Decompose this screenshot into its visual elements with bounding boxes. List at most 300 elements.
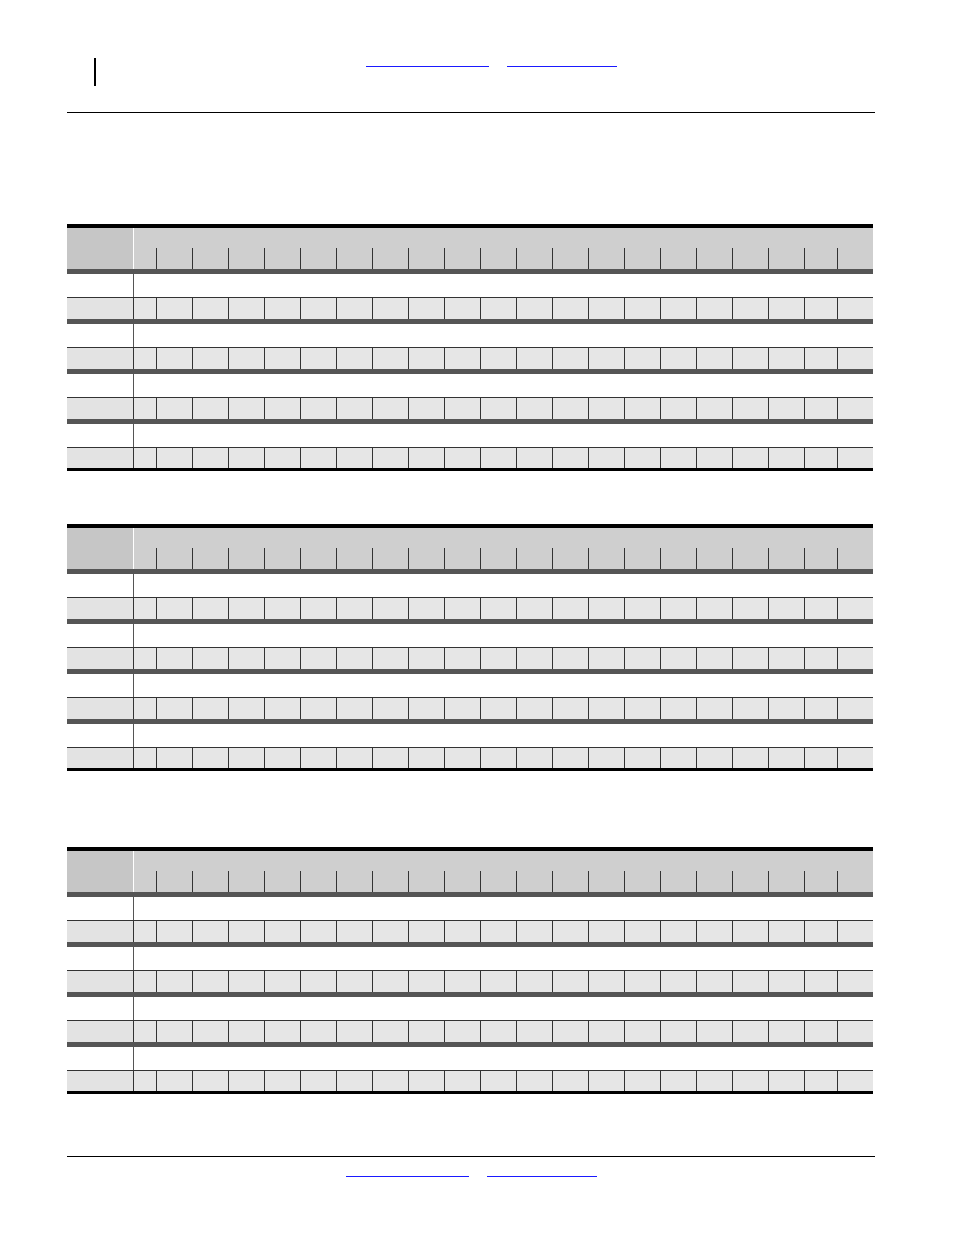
table-3 bbox=[67, 847, 873, 1087]
header-column-tick bbox=[804, 871, 805, 892]
cell-divider bbox=[624, 398, 625, 419]
header-column-tick bbox=[516, 548, 517, 569]
cell-divider bbox=[408, 698, 409, 719]
cell-divider bbox=[480, 1071, 481, 1092]
cell-divider bbox=[552, 298, 553, 319]
header-column-tick bbox=[837, 548, 838, 569]
row-header-cell bbox=[67, 398, 133, 419]
table-header-divider bbox=[133, 228, 134, 269]
header-column-tick bbox=[228, 871, 229, 892]
cell-divider bbox=[408, 748, 409, 769]
table-header-corner bbox=[67, 528, 133, 569]
cell-divider bbox=[228, 1071, 229, 1092]
row-header-cell bbox=[67, 648, 133, 669]
cell-divider bbox=[480, 448, 481, 469]
cell-divider bbox=[372, 698, 373, 719]
cell-divider bbox=[552, 1021, 553, 1042]
header-column-tick bbox=[552, 871, 553, 892]
cell-divider bbox=[228, 921, 229, 942]
cell-divider bbox=[156, 1021, 157, 1042]
cell-divider bbox=[228, 398, 229, 419]
cell-divider bbox=[804, 1021, 805, 1042]
cell-divider bbox=[696, 1021, 697, 1042]
header-column-tick bbox=[372, 548, 373, 569]
cell-divider bbox=[444, 448, 445, 469]
cell-divider bbox=[768, 1021, 769, 1042]
cell-divider bbox=[732, 598, 733, 619]
cell-divider bbox=[696, 298, 697, 319]
header-column-tick bbox=[408, 248, 409, 269]
cell-divider bbox=[660, 648, 661, 669]
header-column-tick bbox=[624, 248, 625, 269]
cell-divider bbox=[732, 298, 733, 319]
cell-divider bbox=[444, 921, 445, 942]
cell-divider bbox=[264, 921, 265, 942]
header-column-tick bbox=[552, 548, 553, 569]
cell-divider bbox=[660, 698, 661, 719]
cell-divider bbox=[192, 1071, 193, 1092]
cell-divider bbox=[133, 1071, 134, 1092]
header-column-tick bbox=[264, 548, 265, 569]
header-column-tick bbox=[408, 871, 409, 892]
cell-divider bbox=[372, 1071, 373, 1092]
cell-divider bbox=[480, 348, 481, 369]
cell-divider bbox=[133, 598, 134, 619]
cell-divider bbox=[444, 398, 445, 419]
row-label-divider bbox=[133, 897, 134, 920]
row-header-cell bbox=[67, 598, 133, 619]
cell-divider bbox=[768, 648, 769, 669]
row-label-divider bbox=[133, 997, 134, 1020]
header-column-tick bbox=[228, 248, 229, 269]
cell-divider bbox=[837, 648, 838, 669]
header-column-tick bbox=[696, 548, 697, 569]
cell-divider bbox=[444, 971, 445, 992]
cell-divider bbox=[444, 748, 445, 769]
row-label-cell bbox=[67, 674, 133, 697]
cell-divider bbox=[408, 348, 409, 369]
cell-divider bbox=[408, 921, 409, 942]
cell-divider bbox=[696, 348, 697, 369]
table-data-row bbox=[67, 297, 873, 319]
cell-divider bbox=[300, 648, 301, 669]
cell-divider bbox=[192, 1021, 193, 1042]
table-bottom-rule bbox=[67, 768, 873, 771]
cell-divider bbox=[228, 971, 229, 992]
header-column-tick bbox=[768, 548, 769, 569]
cell-divider bbox=[228, 648, 229, 669]
header-link-1[interactable] bbox=[366, 66, 489, 67]
row-header-cell bbox=[67, 971, 133, 992]
header-column-tick bbox=[837, 248, 838, 269]
cell-divider bbox=[300, 348, 301, 369]
cell-divider bbox=[133, 298, 134, 319]
cell-divider bbox=[516, 1021, 517, 1042]
cell-divider bbox=[133, 398, 134, 419]
cell-divider bbox=[768, 1071, 769, 1092]
cell-divider bbox=[372, 1021, 373, 1042]
cell-divider bbox=[480, 1021, 481, 1042]
cell-divider bbox=[516, 398, 517, 419]
table-label-row bbox=[67, 274, 873, 297]
cell-divider bbox=[696, 748, 697, 769]
cell-divider bbox=[336, 448, 337, 469]
cell-divider bbox=[732, 398, 733, 419]
cell-divider bbox=[552, 648, 553, 669]
row-label-cell bbox=[67, 1047, 133, 1070]
cell-divider bbox=[408, 598, 409, 619]
row-label-divider bbox=[133, 624, 134, 647]
header-column-tick bbox=[156, 248, 157, 269]
cell-divider bbox=[336, 598, 337, 619]
cell-divider bbox=[837, 348, 838, 369]
header-column-tick bbox=[444, 548, 445, 569]
table-label-row bbox=[67, 324, 873, 347]
cell-divider bbox=[804, 348, 805, 369]
cell-divider bbox=[444, 348, 445, 369]
row-label-cell bbox=[67, 324, 133, 347]
table-header-row bbox=[67, 851, 873, 892]
header-column-tick bbox=[444, 871, 445, 892]
cell-divider bbox=[588, 748, 589, 769]
cell-divider bbox=[264, 398, 265, 419]
header-column-tick bbox=[228, 548, 229, 569]
cell-divider bbox=[156, 448, 157, 469]
cell-divider bbox=[408, 1071, 409, 1092]
table-data-row bbox=[67, 397, 873, 419]
cell-divider bbox=[408, 1021, 409, 1042]
cell-divider bbox=[156, 748, 157, 769]
cell-divider bbox=[133, 698, 134, 719]
cell-divider bbox=[837, 398, 838, 419]
cell-divider bbox=[408, 298, 409, 319]
row-label-divider bbox=[133, 947, 134, 970]
cell-divider bbox=[444, 648, 445, 669]
cell-divider bbox=[480, 971, 481, 992]
cell-divider bbox=[588, 448, 589, 469]
cell-divider bbox=[444, 298, 445, 319]
cell-divider bbox=[192, 921, 193, 942]
table-data-row bbox=[67, 1020, 873, 1042]
cell-divider bbox=[192, 448, 193, 469]
header-column-tick bbox=[408, 548, 409, 569]
cell-divider bbox=[768, 398, 769, 419]
cell-divider bbox=[660, 1071, 661, 1092]
cell-divider bbox=[837, 1071, 838, 1092]
cell-divider bbox=[480, 648, 481, 669]
cell-divider bbox=[732, 698, 733, 719]
cell-divider bbox=[624, 921, 625, 942]
header-column-tick bbox=[516, 871, 517, 892]
cell-divider bbox=[516, 921, 517, 942]
cell-divider bbox=[660, 298, 661, 319]
cell-divider bbox=[768, 348, 769, 369]
cell-divider bbox=[696, 598, 697, 619]
cell-divider bbox=[300, 398, 301, 419]
cell-divider bbox=[588, 348, 589, 369]
cell-divider bbox=[192, 971, 193, 992]
cell-divider bbox=[516, 698, 517, 719]
cell-divider bbox=[264, 698, 265, 719]
cell-divider bbox=[624, 648, 625, 669]
cell-divider bbox=[192, 748, 193, 769]
row-label-divider bbox=[133, 424, 134, 447]
cell-divider bbox=[837, 748, 838, 769]
cell-divider bbox=[588, 1071, 589, 1092]
cell-divider bbox=[732, 1071, 733, 1092]
header-column-tick bbox=[480, 871, 481, 892]
cell-divider bbox=[336, 1071, 337, 1092]
cell-divider bbox=[837, 448, 838, 469]
cell-divider bbox=[264, 648, 265, 669]
header-column-tick bbox=[732, 871, 733, 892]
cell-divider bbox=[156, 971, 157, 992]
cell-divider bbox=[696, 698, 697, 719]
cell-divider bbox=[588, 971, 589, 992]
header-margin-bar bbox=[94, 58, 96, 86]
header-column-tick bbox=[696, 871, 697, 892]
cell-divider bbox=[300, 298, 301, 319]
header-column-tick bbox=[624, 548, 625, 569]
table-header-row bbox=[67, 228, 873, 269]
header-column-tick bbox=[192, 871, 193, 892]
row-label-cell bbox=[67, 947, 133, 970]
header-link-2[interactable] bbox=[507, 66, 617, 67]
cell-divider bbox=[300, 748, 301, 769]
header-column-tick bbox=[372, 248, 373, 269]
header-column-tick bbox=[588, 871, 589, 892]
cell-divider bbox=[133, 1021, 134, 1042]
cell-divider bbox=[480, 298, 481, 319]
cell-divider bbox=[837, 921, 838, 942]
cell-divider bbox=[624, 298, 625, 319]
row-label-cell bbox=[67, 374, 133, 397]
cell-divider bbox=[133, 448, 134, 469]
cell-divider bbox=[660, 921, 661, 942]
cell-divider bbox=[192, 398, 193, 419]
table-label-row bbox=[67, 1047, 873, 1070]
table-data-row bbox=[67, 597, 873, 619]
table-label-row bbox=[67, 424, 873, 447]
cell-divider bbox=[768, 971, 769, 992]
cell-divider bbox=[228, 598, 229, 619]
cell-divider bbox=[696, 648, 697, 669]
cell-divider bbox=[156, 648, 157, 669]
cell-divider bbox=[372, 971, 373, 992]
cell-divider bbox=[133, 921, 134, 942]
cell-divider bbox=[336, 648, 337, 669]
row-label-divider bbox=[133, 1047, 134, 1070]
cell-divider bbox=[192, 698, 193, 719]
cell-divider bbox=[552, 1071, 553, 1092]
cell-divider bbox=[336, 971, 337, 992]
row-label-cell bbox=[67, 997, 133, 1020]
cell-divider bbox=[804, 598, 805, 619]
row-header-cell bbox=[67, 1021, 133, 1042]
cell-divider bbox=[372, 921, 373, 942]
cell-divider bbox=[804, 921, 805, 942]
table-data-row bbox=[67, 970, 873, 992]
cell-divider bbox=[516, 748, 517, 769]
cell-divider bbox=[480, 921, 481, 942]
cell-divider bbox=[516, 448, 517, 469]
cell-divider bbox=[552, 598, 553, 619]
table-data-row bbox=[67, 447, 873, 469]
cell-divider bbox=[696, 921, 697, 942]
cell-divider bbox=[336, 298, 337, 319]
cell-divider bbox=[444, 1071, 445, 1092]
cell-divider bbox=[624, 598, 625, 619]
header-column-tick bbox=[264, 248, 265, 269]
cell-divider bbox=[228, 448, 229, 469]
cell-divider bbox=[804, 1071, 805, 1092]
cell-divider bbox=[768, 921, 769, 942]
cell-divider bbox=[804, 448, 805, 469]
cell-divider bbox=[516, 298, 517, 319]
cell-divider bbox=[300, 598, 301, 619]
cell-divider bbox=[588, 1021, 589, 1042]
cell-divider bbox=[660, 448, 661, 469]
header-column-tick bbox=[444, 248, 445, 269]
row-label-cell bbox=[67, 574, 133, 597]
cell-divider bbox=[768, 748, 769, 769]
cell-divider bbox=[804, 971, 805, 992]
cell-divider bbox=[624, 748, 625, 769]
cell-divider bbox=[768, 598, 769, 619]
row-label-divider bbox=[133, 674, 134, 697]
table-header-corner bbox=[67, 228, 133, 269]
cell-divider bbox=[408, 398, 409, 419]
row-header-cell bbox=[67, 698, 133, 719]
cell-divider bbox=[588, 398, 589, 419]
cell-divider bbox=[133, 648, 134, 669]
cell-divider bbox=[624, 1071, 625, 1092]
cell-divider bbox=[192, 598, 193, 619]
table-label-row bbox=[67, 897, 873, 920]
cell-divider bbox=[516, 648, 517, 669]
cell-divider bbox=[624, 971, 625, 992]
cell-divider bbox=[372, 398, 373, 419]
cell-divider bbox=[133, 748, 134, 769]
cell-divider bbox=[624, 1021, 625, 1042]
table-label-row bbox=[67, 997, 873, 1020]
cell-divider bbox=[192, 348, 193, 369]
cell-divider bbox=[300, 1071, 301, 1092]
header-column-tick bbox=[768, 248, 769, 269]
cell-divider bbox=[837, 1021, 838, 1042]
cell-divider bbox=[156, 348, 157, 369]
header-column-tick bbox=[480, 248, 481, 269]
table-label-row bbox=[67, 574, 873, 597]
cell-divider bbox=[732, 348, 733, 369]
table-header-row bbox=[67, 528, 873, 569]
cell-divider bbox=[156, 921, 157, 942]
cell-divider bbox=[336, 398, 337, 419]
header-column-tick bbox=[732, 248, 733, 269]
cell-divider bbox=[516, 348, 517, 369]
cell-divider bbox=[516, 598, 517, 619]
row-header-cell bbox=[67, 748, 133, 769]
cell-divider bbox=[768, 298, 769, 319]
row-header-cell bbox=[67, 298, 133, 319]
header-column-tick bbox=[588, 548, 589, 569]
cell-divider bbox=[552, 921, 553, 942]
header-column-tick bbox=[768, 871, 769, 892]
cell-divider bbox=[624, 348, 625, 369]
cell-divider bbox=[228, 1021, 229, 1042]
cell-divider bbox=[156, 1071, 157, 1092]
cell-divider bbox=[336, 1021, 337, 1042]
cell-divider bbox=[588, 921, 589, 942]
table-data-row bbox=[67, 697, 873, 719]
cell-divider bbox=[336, 921, 337, 942]
cell-divider bbox=[660, 398, 661, 419]
cell-divider bbox=[516, 1071, 517, 1092]
header-column-tick bbox=[660, 871, 661, 892]
cell-divider bbox=[552, 698, 553, 719]
cell-divider bbox=[480, 398, 481, 419]
header-column-tick bbox=[516, 248, 517, 269]
cell-divider bbox=[372, 648, 373, 669]
cell-divider bbox=[804, 298, 805, 319]
cell-divider bbox=[444, 1021, 445, 1042]
cell-divider bbox=[732, 921, 733, 942]
cell-divider bbox=[372, 348, 373, 369]
cell-divider bbox=[372, 598, 373, 619]
table-2 bbox=[67, 524, 873, 764]
footer-rule bbox=[67, 1156, 875, 1157]
table-bottom-rule bbox=[67, 468, 873, 471]
table-label-row bbox=[67, 624, 873, 647]
table-data-row bbox=[67, 920, 873, 942]
cell-divider bbox=[444, 698, 445, 719]
header-column-tick bbox=[336, 548, 337, 569]
header-column-tick bbox=[156, 871, 157, 892]
footer-link-1[interactable] bbox=[346, 1176, 469, 1177]
header-column-tick bbox=[372, 871, 373, 892]
cell-divider bbox=[552, 398, 553, 419]
cell-divider bbox=[768, 448, 769, 469]
header-column-tick bbox=[624, 871, 625, 892]
cell-divider bbox=[732, 648, 733, 669]
cell-divider bbox=[228, 348, 229, 369]
cell-divider bbox=[660, 971, 661, 992]
cell-divider bbox=[804, 398, 805, 419]
footer-link-2[interactable] bbox=[487, 1176, 597, 1177]
cell-divider bbox=[408, 648, 409, 669]
header-column-tick bbox=[588, 248, 589, 269]
cell-divider bbox=[588, 598, 589, 619]
cell-divider bbox=[480, 598, 481, 619]
header-column-tick bbox=[660, 548, 661, 569]
row-header-cell bbox=[67, 348, 133, 369]
table-label-row bbox=[67, 947, 873, 970]
cell-divider bbox=[133, 971, 134, 992]
cell-divider bbox=[837, 698, 838, 719]
table-header-corner bbox=[67, 851, 133, 892]
cell-divider bbox=[300, 448, 301, 469]
cell-divider bbox=[552, 971, 553, 992]
header-column-tick bbox=[300, 248, 301, 269]
cell-divider bbox=[624, 448, 625, 469]
cell-divider bbox=[300, 971, 301, 992]
header-column-tick bbox=[480, 548, 481, 569]
cell-divider bbox=[588, 298, 589, 319]
row-label-cell bbox=[67, 274, 133, 297]
cell-divider bbox=[264, 971, 265, 992]
cell-divider bbox=[552, 448, 553, 469]
cell-divider bbox=[156, 398, 157, 419]
